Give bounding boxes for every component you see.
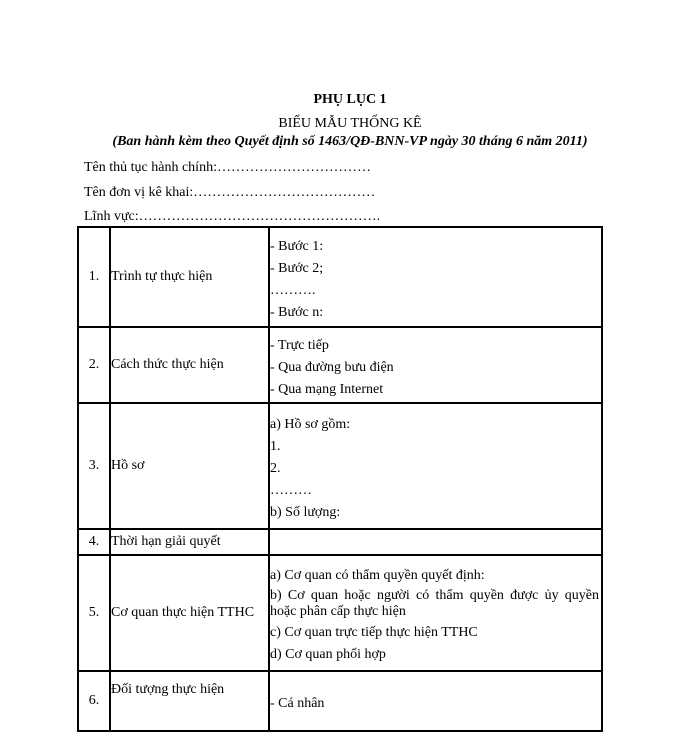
row-label: Đối tượng thực hiện xyxy=(110,671,269,731)
row-label: Thời hạn giải quyết xyxy=(110,529,269,555)
row-content xyxy=(269,529,602,555)
form-title: BIỂU MẪU THỐNG KÊ xyxy=(278,116,422,131)
content-line: - Qua đường bưu điện xyxy=(270,359,394,375)
table-row xyxy=(78,529,602,555)
row-content xyxy=(269,227,602,327)
table-row xyxy=(78,227,602,327)
content-line: 1. xyxy=(270,438,281,454)
row-label: Cơ quan thực hiện TTHC xyxy=(110,555,269,671)
table-row xyxy=(78,403,602,529)
content-line: a) Hồ sơ gồm: xyxy=(270,416,351,432)
domain-field: Lĩnh vực:……………………………………………. xyxy=(84,209,381,224)
content-line: d) Cơ quan phối hợp xyxy=(270,647,386,662)
content-line: - Bước n: xyxy=(270,304,324,320)
row-label: Cách thức thực hiện xyxy=(110,327,269,403)
row-number: 1. xyxy=(78,227,110,327)
content-line: b) Số lượng: xyxy=(270,504,341,520)
content-line: a) Cơ quan có thẩm quyền quyết định: xyxy=(270,568,485,583)
table-row xyxy=(78,671,602,731)
content-line: - Qua mạng Internet xyxy=(270,381,384,397)
row-content xyxy=(269,671,602,731)
unit-name-field: Tên đơn vị kê khai:………………………………… xyxy=(84,185,376,200)
row-number: 4. xyxy=(78,529,110,555)
content-line: ……… xyxy=(270,482,312,498)
content-line: - Bước 1: xyxy=(270,238,324,254)
row-label: Hồ sơ xyxy=(110,403,269,529)
row-number: 3. xyxy=(78,403,110,529)
row-content xyxy=(269,555,602,671)
appendix-heading: PHỤ LỤC 1 xyxy=(313,92,387,107)
table-row xyxy=(78,555,602,671)
row-number: 5. xyxy=(78,555,110,671)
form-subtitle: (Ban hành kèm theo Quyết định số 1463/QĐ-BNN-VP ngày 30 tháng 6 năm 2011) xyxy=(112,134,588,149)
row-number: 6. xyxy=(78,671,110,731)
content-line: - Trực tiếp xyxy=(270,337,329,353)
row-label: Trình tự thực hiện xyxy=(110,227,269,327)
content-line: c) Cơ quan trực tiếp thực hiện TTHC xyxy=(270,625,478,640)
statistics-form-table xyxy=(77,226,603,732)
content-line: b) Cơ quan hoặc người có thẩm quyền được ủy quyền hoặc phân cấp thực hiện xyxy=(270,588,599,619)
procedure-name-field: Tên thủ tục hành chính:…………………………… xyxy=(84,160,371,175)
row-number: 2. xyxy=(78,327,110,403)
row-content xyxy=(269,327,602,403)
content-line: ………. xyxy=(270,282,316,298)
content-line: - Cá nhân xyxy=(270,695,325,711)
content-line: 2. xyxy=(270,460,281,476)
table-row xyxy=(78,327,602,403)
row-content xyxy=(269,403,602,529)
content-line: - Bước 2; xyxy=(270,260,324,276)
